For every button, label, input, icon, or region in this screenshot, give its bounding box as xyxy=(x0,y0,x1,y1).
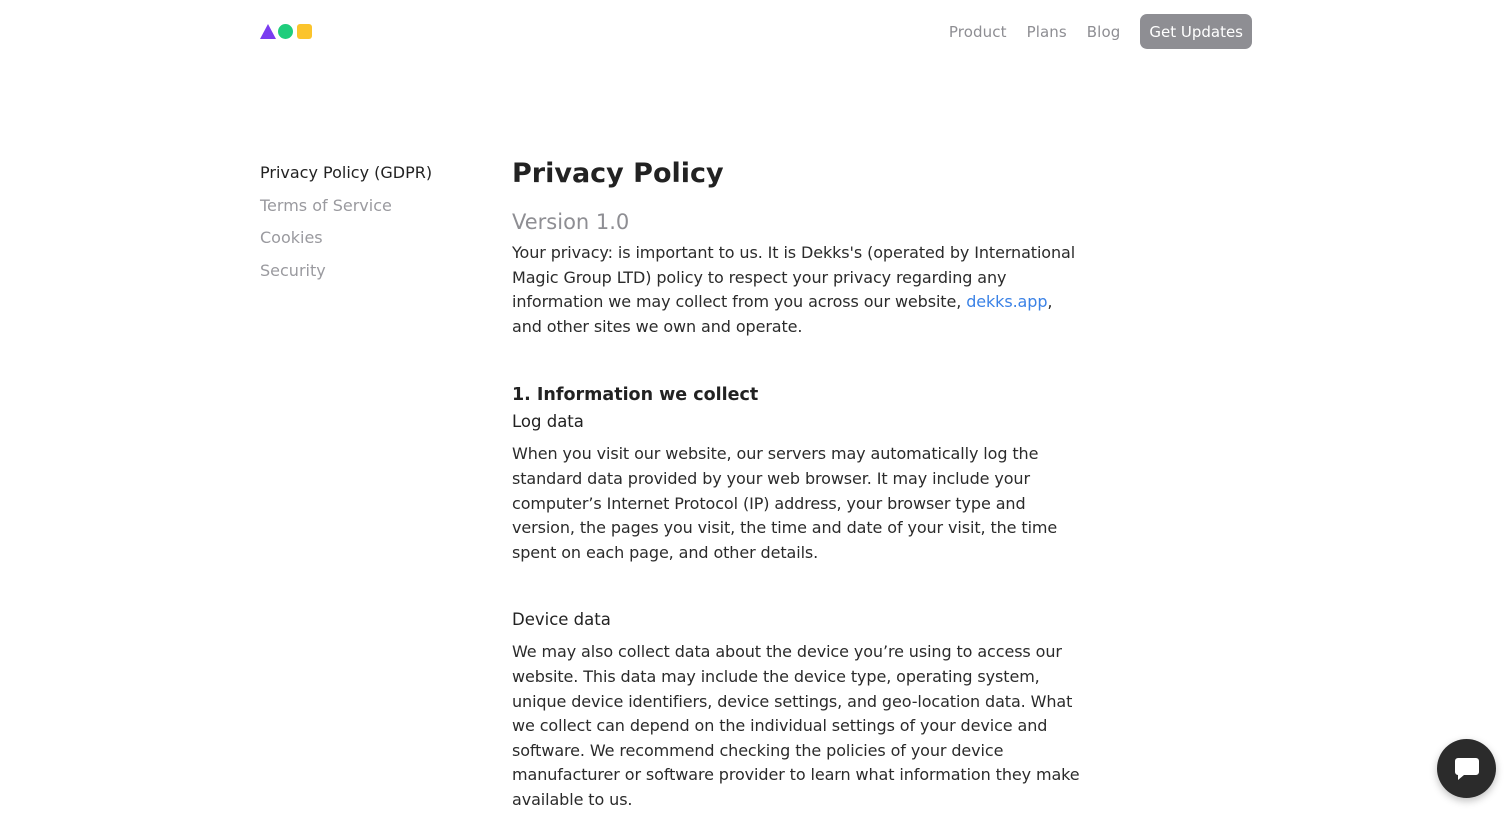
sidebar-item-security[interactable]: Security xyxy=(260,260,326,280)
device-data-paragraph: We may also collect data about the device you’re using to access our website. This data may include the device type, operating system, unique device identifiers, device settings, and geo-location data. What we collect can depend on the individual settings of your device and software. We recommend checking the policies of your device manufacturer or software provider to learn what information they make available to us. xyxy=(512,642,1080,809)
version-label: Version 1.0 xyxy=(512,210,630,234)
policy-content xyxy=(512,156,1084,813)
page-title: Privacy Policy xyxy=(512,158,724,189)
section-heading-information-we-collect: 1. Information we collect xyxy=(512,385,759,406)
log-data-paragraph: When you visit our website, our servers may automatically log the standard data provided by your web browser. It may include your computer’s Internet Protocol (IP) address, your browser type and version, the pages you visit, the time and date of your visit, the time spent on each page, and other details. xyxy=(512,444,1058,562)
square-logo-icon xyxy=(297,24,312,39)
triangle-logo-icon xyxy=(260,24,276,39)
nav-product-link[interactable]: Product xyxy=(948,22,1007,41)
subheading-device-data: Device data xyxy=(512,610,611,630)
intro-paragraph xyxy=(512,241,1084,339)
sidebar-item-terms-of-service[interactable]: Terms of Service xyxy=(260,195,392,215)
intro-text-after: , and other sites we own and operate. xyxy=(512,292,1053,336)
logo[interactable] xyxy=(260,23,316,41)
nav-blog-link[interactable]: Blog xyxy=(1086,22,1121,41)
site-header xyxy=(0,0,1512,64)
policy-sidebar xyxy=(260,162,480,292)
subheading-log-data: Log data xyxy=(512,412,584,432)
chat-bubble-icon xyxy=(1453,755,1481,783)
get-updates-button[interactable]: Get Updates xyxy=(1140,14,1252,49)
chat-widget-button[interactable] xyxy=(1437,739,1496,798)
sidebar-item-privacy-policy[interactable]: Privacy Policy (GDPR) xyxy=(260,163,433,182)
sidebar-item-cookies[interactable]: Cookies xyxy=(260,228,323,247)
intro-text-before: Your privacy: is important to us. It is Dekks's (operated by International Magic Group LTD) policy to respect your privacy regarding any information we may collect from you across our website, xyxy=(512,243,1076,312)
top-nav xyxy=(949,14,1252,49)
nav-plans-link[interactable]: Plans xyxy=(1026,22,1067,41)
dekks-app-link[interactable]: dekks.app xyxy=(966,292,1048,312)
circle-logo-icon xyxy=(278,24,293,39)
